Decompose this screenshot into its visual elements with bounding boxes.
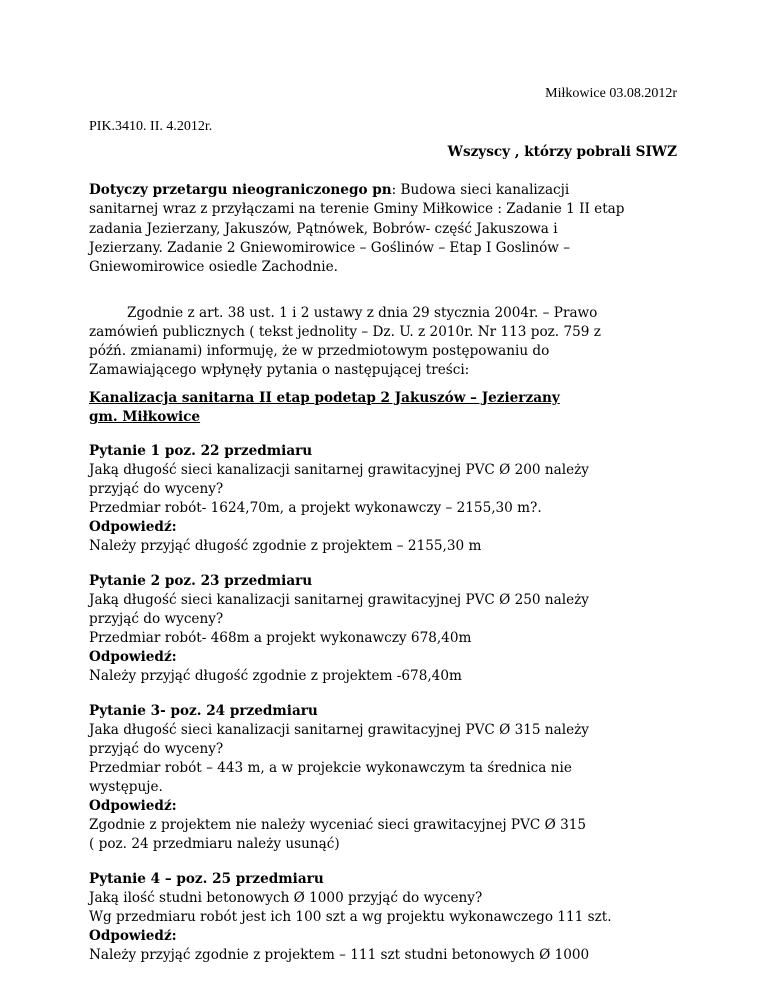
answer-4-label: Odpowiedź: <box>89 928 177 944</box>
intro-line-3: późń. zmianami) informuję, że w przedmiotowym postępowaniu do <box>89 343 550 359</box>
question-4-text-line-2: Wg przedmiaru robót jest ich 100 szt a wg projektu wykonawczego 111 szt. <box>89 909 612 925</box>
question-3-text-line-1: Jaka długość sieci kanalizacji sanitarnej grawitacyjnej PVC Ø 315 należy <box>89 722 589 738</box>
answer-3-text-line-2: ( poz. 24 przedmiaru należy usunąć) <box>89 836 340 852</box>
question-3-title: Pytanie 3- poz. 24 przedmiaru <box>89 703 318 719</box>
question-2-text-line-3: Przedmiar robót- 468m a projekt wykonawczy 678,40m <box>89 630 472 646</box>
subject-line-5: Gniewomirowice osiedle Zachodnie. <box>89 259 338 275</box>
question-4-title: Pytanie 4 – poz. 25 przedmiaru <box>89 871 324 887</box>
question-4-text-line-1: Jaką ilość studni betonowych Ø 1000 przyjąć do wyceny? <box>89 890 483 906</box>
reference-number: PIK.3410. II. 4.2012r. <box>89 119 213 134</box>
subject-line-1 <box>89 182 677 198</box>
answer-2-text: Należy przyjąć długość zgodnie z projektem -678,40m <box>89 668 462 684</box>
answer-1-label: Odpowiedź: <box>89 519 177 535</box>
subject-line-4: Jezierzany. Zadanie 2 Gniewomirowice – Goślinów – Etap I Goslinów – <box>89 240 571 256</box>
answer-2-label: Odpowiedź: <box>89 649 177 665</box>
question-3-text-line-3: Przedmiar robót – 443 m, a w projekcie wykonawczym ta średnica nie <box>89 760 572 776</box>
subject-line-2: sanitarnej wraz z przyłączami na terenie Gminy Miłkowice : Zadanie 1 II etap <box>89 201 625 217</box>
intro-line-1: Zgodnie z art. 38 ust. 1 i 2 ustawy z dnia 29 stycznia 2004r. – Prawo <box>127 305 598 321</box>
answer-4-text: Należy przyjąć zgodnie z projektem – 111 szt studni betonowych Ø 1000 <box>89 947 590 963</box>
subject-label: Dotyczy przetargu nieograniczonego pn <box>89 182 392 198</box>
section-heading-line-2: gm. Miłkowice <box>89 409 201 425</box>
document-date: Miłkowice 03.08.2012r <box>545 86 677 101</box>
question-1-text-line-2: przyjąć do wyceny? <box>89 481 224 497</box>
answer-3-text-line-1: Zgodnie z projektem nie należy wyceniać sieci grawitacyjnej PVC Ø 315 <box>89 817 587 833</box>
question-1-text-line-3: Przedmiar robót- 1624,70m, a projekt wykonawczy – 2155,30 m?. <box>89 500 542 516</box>
section-heading-line-1: Kanalizacja sanitarna II etap podetap 2 Jakuszów – Jezierzany <box>89 390 560 406</box>
answer-1-text: Należy przyjąć długość zgodnie z projektem – 2155,30 m <box>89 538 482 554</box>
question-1-title: Pytanie 1 poz. 22 przedmiaru <box>89 443 313 459</box>
question-2-text-line-2: przyjąć do wyceny? <box>89 611 224 627</box>
intro-line-2: zamówień publicznych ( tekst jednolity – Dz. U. z 2010r. Nr 113 poz. 759 z <box>89 324 601 340</box>
answer-3-label: Odpowiedź: <box>89 798 177 814</box>
subject-line-3: zadania Jezierzany, Jakuszów, Pątnówek, Bobrów- część Jakuszowa i <box>89 221 558 237</box>
intro-line-4: Zamawiającego wpłynęły pytania o następującej treści: <box>89 362 470 378</box>
subject-text-start: : Budowa sieci kanalizacji <box>391 182 570 198</box>
question-2-text-line-1: Jaką długość sieci kanalizacji sanitarnej grawitacyjnej PVC Ø 250 należy <box>89 592 589 608</box>
question-3-text-line-2: przyjąć do wyceny? <box>89 741 224 757</box>
question-1-text-line-1: Jaką długość sieci kanalizacji sanitarnej grawitacyjnej PVC Ø 200 należy <box>89 462 589 478</box>
question-3-text-line-4: występuje. <box>89 779 163 795</box>
question-2-title: Pytanie 2 poz. 23 przedmiaru <box>89 573 313 589</box>
addressee: Wszyscy , którzy pobrali SIWZ <box>447 144 677 160</box>
